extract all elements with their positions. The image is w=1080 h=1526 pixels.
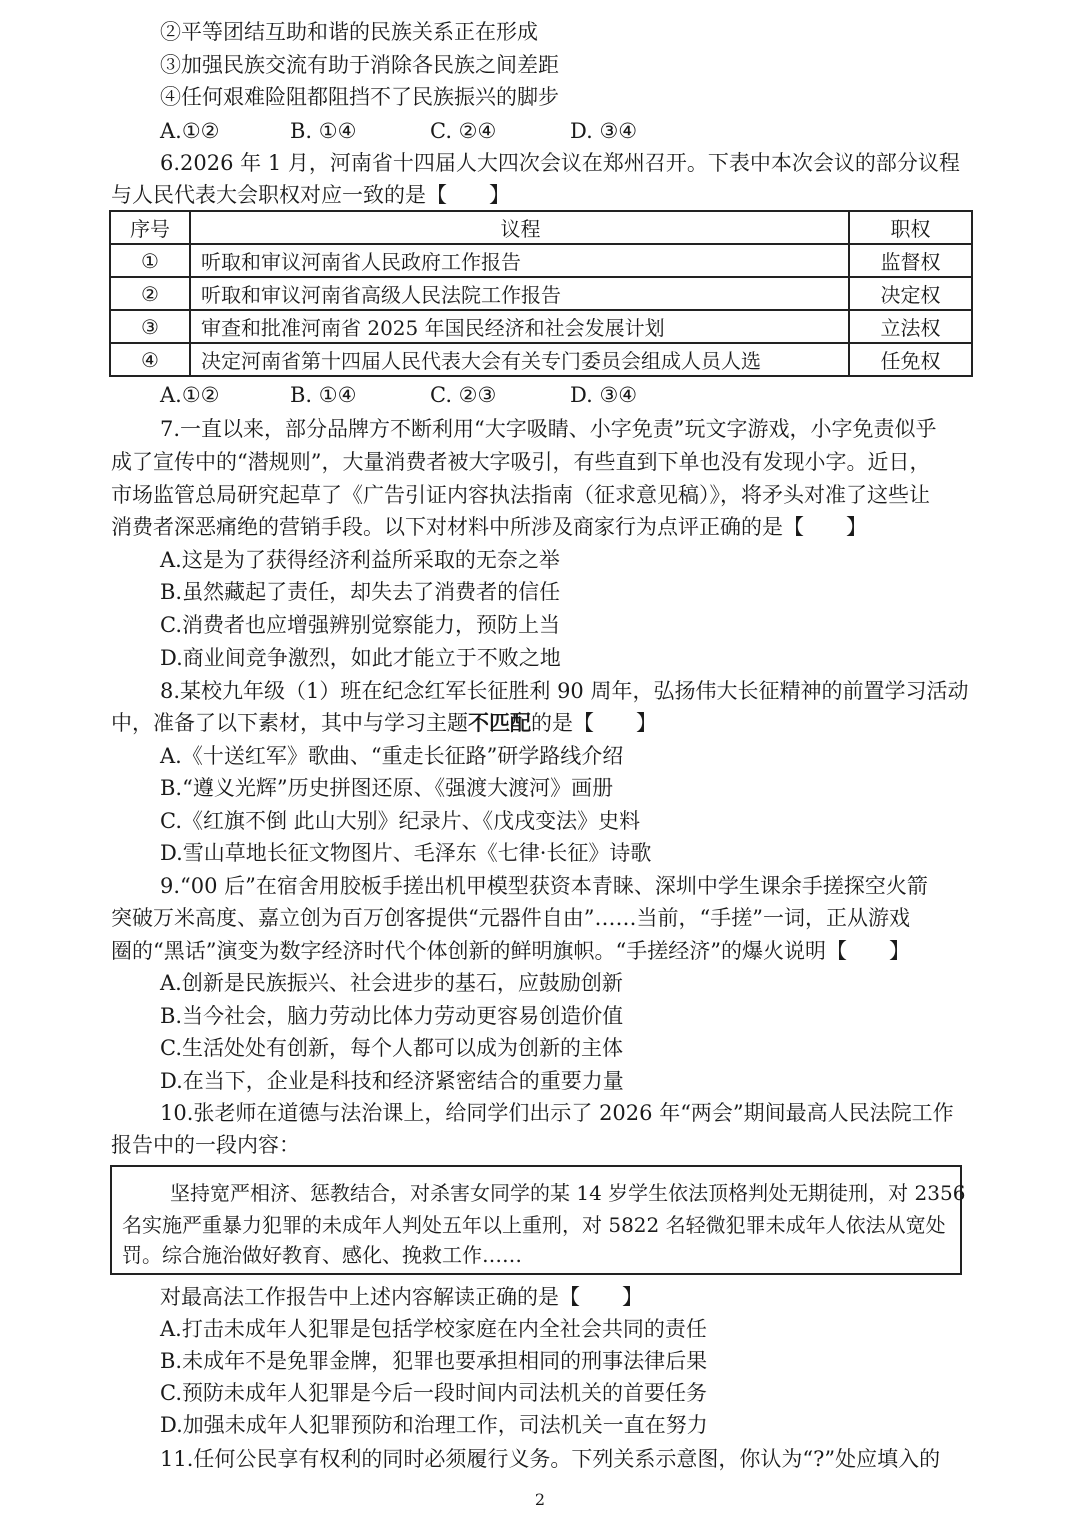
q8-stem-line-2	[111, 708, 657, 738]
table-row	[110, 343, 972, 376]
q5-option-a: A.①②	[160, 119, 220, 143]
q10-quote-box	[110, 1165, 966, 1275]
q10-option-c: C.预防未成年人犯罪是今后一段时间内司法机关的首要任务	[160, 1381, 707, 1405]
q10-option-d: D.加强未成年人犯罪预防和治理工作，司法机关一直在努力	[160, 1413, 708, 1437]
q6-stem-line-2: 与人民代表大会职权对应一致的是【 】	[111, 183, 510, 207]
q7-stem-line: 成了宣传中的“潜规则”，大量消费者被大字吸引，有些直到下单也没有发现小字。近日，	[111, 450, 931, 474]
q6-option-c: C. ②③	[430, 383, 497, 407]
header-number: 序号	[110, 211, 190, 244]
q10-question: 对最高法工作报告中上述内容解读正确的是【 】	[160, 1285, 643, 1309]
q10-option-a: A.打击未成年人犯罪是包括学校家庭在内全社会共同的责任	[160, 1317, 707, 1341]
quote-line: 名实施严重暴力犯罪的未成年人判处五年以上重刑，对 5822 名轻微犯罪未成年人依法从宽处	[122, 1213, 946, 1237]
q9-stem-line: 圈的“黑话”演变为数字经济时代个体创新的鲜明旗帜。“手搓经济”的爆火说明【 】	[111, 939, 910, 963]
table-row	[110, 244, 972, 277]
row-agenda: 决定河南省第十四届人民代表大会有关专门委员会组成人员人选	[190, 343, 849, 376]
q7-option-a: A.这是为了获得经济利益所采取的无奈之举	[160, 548, 560, 572]
q6-option-a: A.①②	[160, 383, 220, 407]
q5-item-2: ②平等团结互助和谐的民族关系正在形成	[160, 20, 538, 44]
q7-option-b: B.虽然藏起了责任，却失去了消费者的信任	[160, 580, 561, 604]
q6-stem-line-1: 6.2026 年 1 月，河南省十四届人大四次会议在郑州召开。下表中本次会议的部分议程	[160, 151, 960, 175]
q9-stem-line: 突破万米高度、嘉立创为百万创客提供“元器件自由”……当前，“手搓”一词，正从游戏	[111, 906, 910, 930]
row-agenda: 审查和批准河南省 2025 年国民经济和社会发展计划	[190, 310, 849, 343]
q10-stem-line: 10.张老师在道德与法治课上，给同学们出示了 2026 年“两会”期间最高人民法院工作	[160, 1101, 954, 1125]
q5-item-3: ③加强民族交流有助于消除各民族之间差距	[160, 53, 559, 77]
row-power: 任免权	[849, 343, 972, 376]
q10-option-b: B.未成年不是免罪金牌，犯罪也要承担相同的刑事法律后果	[160, 1349, 708, 1373]
q7-option-c: C.消费者也应增强辨别觉察能力，预防上当	[160, 613, 560, 637]
q6-option-d: D. ③④	[570, 383, 638, 407]
q8-stem-pre: 中，准备了以下素材，其中与学习主题	[111, 711, 468, 735]
q9-option-c: C.生活处处有创新，每个人都可以成为创新的主体	[160, 1036, 623, 1060]
row-number: ④	[110, 343, 190, 376]
quote-line: 罚。综合施治做好教育、感化、挽救工作……	[122, 1243, 522, 1267]
row-agenda: 听取和审议河南省人民政府工作报告	[190, 244, 849, 277]
q6-option-b: B. ①④	[290, 383, 357, 407]
page-number: 2	[534, 1490, 546, 1509]
q8-stem-line-1: 8.某校九年级（1）班在纪念红军长征胜利 90 周年，弘扬伟大长征精神的前置学习活动	[160, 679, 969, 703]
q8-option-c: C.《红旗不倒 此山大别》纪录片、《戊戌变法》史料	[160, 809, 641, 833]
q11-stem: 11.任何公民享有权利的同时必须履行义务。下列关系示意图，你认为“?”处应填入的	[160, 1447, 941, 1471]
q7-stem-line: 市场监管总局研究起草了《广告引证内容执法指南（征求意见稿）》，将矛头对准了这些让	[111, 483, 930, 507]
q7-stem-line: 消费者深恶痛绝的营销手段。以下对材料中所涉及商家行为点评正确的是【 】	[111, 515, 867, 539]
table-row	[110, 277, 972, 310]
q8-emphasis-not-match: 不匹配	[468, 710, 531, 735]
q8-option-d: D.雪山草地长征文物图片、毛泽东《七律·长征》诗歌	[160, 841, 652, 865]
row-number: ②	[110, 277, 190, 310]
row-number: ③	[110, 310, 190, 343]
q9-option-b: B.当今社会，脑力劳动比体力劳动更容易创造价值	[160, 1004, 624, 1028]
table-row	[110, 310, 972, 343]
q8-option-a: A.《十送红军》歌曲、“重走长征路”研学路线介绍	[160, 744, 624, 768]
q6-options	[160, 380, 637, 410]
q5-item-4: ④任何艰难险阻都阻挡不了民族振兴的脚步	[160, 85, 559, 109]
header-agenda: 议程	[190, 211, 849, 244]
q9-stem-line: 9.“00 后”在宿舍用胶板手搓出机甲模型获资本青睐、深圳中学生课余手搓探空火箭	[160, 874, 928, 898]
q8-stem-post: 的是【 】	[531, 711, 657, 735]
header-power: 职权	[849, 211, 972, 244]
q7-stem-line: 7.一直以来，部分品牌方不断利用“大字吸睛、小字免责”玩文字游戏，小字免责似乎	[160, 417, 937, 441]
table-header-row	[110, 211, 972, 244]
row-power: 立法权	[849, 310, 972, 343]
q9-option-a: A.创新是民族振兴、社会进步的基石，应鼓励创新	[160, 971, 623, 995]
q8-option-b: B.“遵义光辉”历史拼图还原、《强渡大渡河》画册	[160, 776, 614, 800]
q9-option-d: D.在当下，企业是科技和经济紧密结合的重要力量	[160, 1069, 624, 1093]
row-power: 监督权	[849, 244, 972, 277]
q10-stem-line: 报告中的一段内容：	[111, 1133, 300, 1157]
q5-option-c: C. ②④	[430, 119, 497, 143]
quote-line: 坚持宽严相济、惩教结合，对杀害女同学的某 14 岁学生依法顶格判处无期徒刑，对 2356	[170, 1181, 966, 1205]
row-power: 决定权	[849, 277, 972, 310]
q5-option-d: D. ③④	[570, 119, 638, 143]
row-number: ①	[110, 244, 190, 277]
row-agenda: 听取和审议河南省高级人民法院工作报告	[190, 277, 849, 310]
q6-agenda-table	[109, 210, 973, 377]
q5-option-b: B. ①④	[290, 119, 357, 143]
q5-options	[160, 116, 637, 146]
q7-option-d: D.商业间竞争激烈，如此才能立于不败之地	[160, 646, 561, 670]
